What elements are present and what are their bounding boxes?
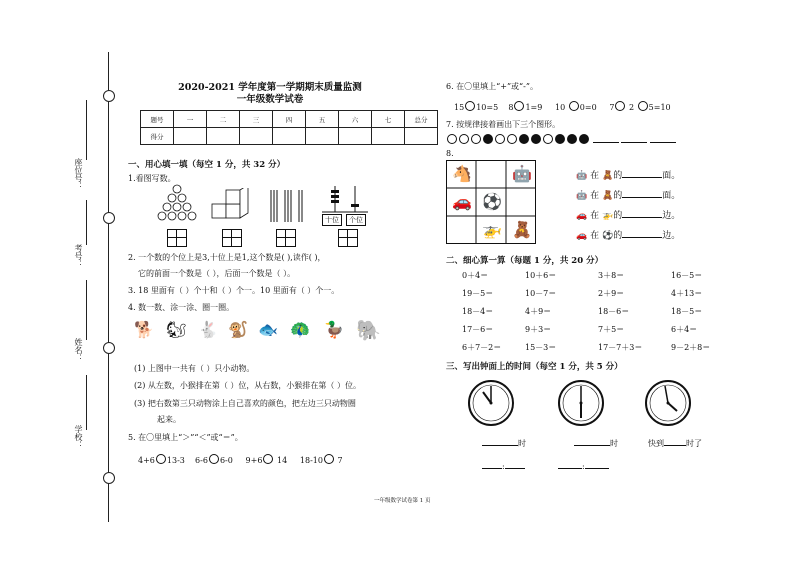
exam-no-label: 考号： <box>74 244 83 268</box>
calc-item: 0＋4＝ <box>462 271 489 280</box>
seat-field-line[interactable] <box>86 100 87 160</box>
robot-icon: 🤖 <box>576 171 588 181</box>
ball-icon: ⚽ <box>482 192 502 211</box>
score-header-cell: 三 <box>240 111 273 128</box>
section3-heading: 三、写出钟面上的时间（每空 1 分，共 5 分） <box>446 362 623 372</box>
q6-i: 5=10 <box>648 103 671 112</box>
calc-item: 17－7＋3＝ <box>598 343 643 352</box>
rocking-horse-icon: 🐴 <box>452 164 472 183</box>
q4-text: 4. 数一数、涂一涂、圈一圈。 <box>128 303 235 312</box>
stick-bundles-icon <box>265 186 307 226</box>
q8-zai: 在 <box>590 191 600 201</box>
helicopter-icon: 🚁 <box>482 220 502 239</box>
exam-subtitle: 一年级数学试卷 <box>236 94 304 105</box>
hollow-circle-icon <box>459 134 469 144</box>
calc-item: 18－4＝ <box>462 307 494 316</box>
q8-de: 的 <box>613 191 623 201</box>
teddy-bear-icon: 🧸 <box>601 171 614 181</box>
digital-blank[interactable] <box>585 468 609 469</box>
score-header-cell: 题号 <box>141 111 174 128</box>
elephant-icon: 🐘 <box>356 318 381 342</box>
abacus-tens-label: 十位 <box>322 214 342 226</box>
duck-icon: 🦆 <box>324 320 344 339</box>
compare-circle[interactable] <box>209 454 219 464</box>
q8-blank[interactable] <box>622 237 662 238</box>
calc-item: 6＋4＝ <box>671 325 698 334</box>
q8-de: 的 <box>613 231 623 241</box>
calc-item: 19－5＝ <box>462 289 494 298</box>
score-cell[interactable] <box>207 128 240 145</box>
squirrel-icon: 🐿 <box>166 320 187 339</box>
q5-right-4: 7 <box>337 456 343 465</box>
q4-3-cont: 起来。 <box>157 415 181 424</box>
clock-icon <box>466 378 516 428</box>
clock-blank[interactable] <box>574 445 610 446</box>
rabbit-icon: 🐇 <box>198 320 218 339</box>
calc-item: 10＋6＝ <box>525 271 557 280</box>
score-header-cell: 四 <box>273 111 306 128</box>
page-footer: 一年级数学试卷第 1 页 <box>374 498 431 504</box>
name-label: 姓名： <box>74 338 83 362</box>
score-header-cell: 六 <box>339 111 372 128</box>
score-table <box>140 110 438 145</box>
binding-margin <box>103 52 115 522</box>
clock-blank[interactable] <box>482 445 518 446</box>
binding-ring <box>103 342 115 354</box>
answer-grid[interactable] <box>276 229 296 247</box>
score-cell[interactable] <box>273 128 306 145</box>
calc-item: 15－3＝ <box>525 343 557 352</box>
exam-title: 2020-2021 学年度第一学期期末质量监测 <box>178 82 362 93</box>
q4-1-text: (1) 上图中一共有（ ）只小动物。 <box>134 364 255 373</box>
q6-items <box>454 101 671 112</box>
q8-blank[interactable] <box>622 197 662 198</box>
digital-answer-1: : <box>482 462 525 471</box>
car-icon: 🚗 <box>576 231 588 241</box>
binding-ring <box>103 90 115 102</box>
q5-right-2: 6-0 <box>219 456 233 465</box>
calc-item: 9－2＋8＝ <box>671 343 711 352</box>
clock-prefix: 快到 <box>648 439 664 448</box>
hollow-circle-icon <box>447 134 457 144</box>
clock-answer-2 <box>574 438 618 449</box>
peacock-icon: 🦚 <box>290 320 310 339</box>
school-label: 学校： <box>74 425 83 449</box>
operator-circle[interactable] <box>638 101 648 111</box>
q6-h: 2 <box>629 103 635 112</box>
fish-icon: 🐟 <box>258 320 278 339</box>
q8-row-3 <box>576 208 680 221</box>
calc-item: 18－6＝ <box>598 307 630 316</box>
score-cell[interactable] <box>174 128 207 145</box>
q6-b: 10=5 <box>476 103 499 112</box>
robot-icon: 🤖 <box>576 191 588 201</box>
q5-left-3: 9+6 <box>245 456 263 465</box>
clock-blank[interactable] <box>664 445 686 446</box>
q6-text: 6. 在〇里填上“+”或“-”。 <box>446 82 538 91</box>
q8-zai: 在 <box>590 231 600 241</box>
clock-answer-3 <box>648 438 702 449</box>
q5-left-2: 6-6 <box>195 456 208 465</box>
score-cell[interactable] <box>372 128 405 145</box>
calc-item: 4＋9＝ <box>525 307 552 316</box>
calc-item: 3＋8＝ <box>598 271 625 280</box>
q2-line2: 它的前面一个数是（ ），后面一个数是（ ）。 <box>138 269 296 278</box>
score-cell[interactable] <box>405 128 438 145</box>
operator-circle[interactable] <box>514 101 524 111</box>
q1-text: 1.看图写数。 <box>128 174 176 183</box>
q8-end: 边。 <box>662 231 681 241</box>
smiley-pyramid-icon <box>154 184 200 226</box>
q5-right-3: 14 <box>276 456 288 465</box>
q2-line1: 2. 一个数的个位上是3,十位上是1,这个数是( ),读作( )， <box>128 253 326 262</box>
q8-text: 8. <box>446 149 454 158</box>
answer-grid[interactable] <box>338 229 358 247</box>
car-icon: 🚗 <box>576 211 588 221</box>
exam-no-field-line[interactable] <box>86 200 87 245</box>
q6-g: 7 <box>609 103 615 112</box>
q8-end: 面。 <box>662 171 681 181</box>
filled-circle-icon <box>579 134 589 144</box>
teddy-bear-icon: 🧸 <box>601 191 614 201</box>
q5-items <box>138 454 343 465</box>
answer-grid[interactable] <box>222 229 242 247</box>
q4-3-text: (3) 把右数第三只动物涂上自己喜欢的颜色，把左边三只动物圈 <box>134 399 356 408</box>
digital-answer-2: : <box>558 462 609 471</box>
q6-f: 0=0 <box>579 103 597 112</box>
calc-item: 6＋7－2＝ <box>462 343 502 352</box>
q8-end: 面。 <box>662 191 681 201</box>
clock-icon <box>556 378 606 428</box>
helicopter-icon: 🚁 <box>601 211 614 221</box>
clock-unit: 时了 <box>686 439 702 448</box>
teddy-bear-icon: 🧸 <box>512 220 532 239</box>
score-header-cell: 五 <box>306 111 339 128</box>
q8-row-2 <box>576 188 680 201</box>
digital-blank[interactable] <box>505 468 525 469</box>
score-header-cell: 七 <box>372 111 405 128</box>
binding-ring <box>103 212 115 224</box>
calc-item: 17－6＝ <box>462 325 494 334</box>
hollow-circle-icon <box>471 134 481 144</box>
score-row-label: 得分 <box>141 128 174 145</box>
cubes-icon <box>208 188 254 226</box>
clock-unit: 时 <box>610 439 618 448</box>
score-cell[interactable] <box>339 128 372 145</box>
pattern-blank[interactable] <box>593 142 619 143</box>
answer-grid[interactable] <box>167 229 187 247</box>
hollow-circle-icon <box>495 134 505 144</box>
q6-e: 10 <box>555 103 566 112</box>
clock-unit: 时 <box>518 439 526 448</box>
calc-item: 2＋9＝ <box>598 289 625 298</box>
robot-icon: 🤖 <box>512 164 532 183</box>
q8-zai: 在 <box>590 211 600 221</box>
calc-item: 7＋5＝ <box>598 325 625 334</box>
pattern-blank[interactable] <box>621 142 647 143</box>
calc-item: 9＋3＝ <box>525 325 552 334</box>
q8-row-4 <box>576 228 680 241</box>
q6-c: 8 <box>508 103 514 112</box>
section2-heading: 二、细心算一算（每题 1 分，共 20 分） <box>446 256 604 266</box>
score-header-cell: 二 <box>207 111 240 128</box>
compare-circle[interactable] <box>324 454 334 464</box>
pattern-row <box>446 134 676 145</box>
binding-ring <box>103 472 115 484</box>
q8-blank[interactable] <box>622 217 662 218</box>
calc-item: 10－7＝ <box>525 289 557 298</box>
q8-zai: 在 <box>590 171 600 181</box>
clock-answer-1 <box>482 438 526 449</box>
q5-text: 5. 在〇里填上“＞”“＜”或“＝”。 <box>128 433 243 442</box>
q3-text: 3. 18 里面有（ ）个十和（ ）个一。10 里面有（ ）个一。 <box>128 286 340 295</box>
operator-circle[interactable] <box>615 101 625 111</box>
seat-label: 座位号： <box>74 158 83 190</box>
calc-item: 4＋13＝ <box>671 289 703 298</box>
score-header-cell: 一 <box>174 111 207 128</box>
operator-circle[interactable] <box>569 101 579 111</box>
q8-de: 的 <box>613 171 623 181</box>
q5-left-1: 4+6 <box>138 456 155 465</box>
hollow-circle-icon <box>543 134 553 144</box>
q8-end: 边。 <box>662 211 681 221</box>
q8-blank[interactable] <box>622 177 662 178</box>
pattern-blank[interactable] <box>650 142 676 143</box>
q8-row-1 <box>576 168 680 181</box>
section1-heading: 一、用心填一填（每空 1 分，共 32 分） <box>128 160 286 170</box>
monkey-icon: 🐒 <box>228 320 248 339</box>
score-header-cell: 总分 <box>405 111 438 128</box>
q7-text: 7. 按规律接着画出下三个图形。 <box>446 120 561 129</box>
q8-de: 的 <box>613 211 623 221</box>
operator-circle[interactable] <box>465 101 475 111</box>
clock-icon <box>643 378 693 428</box>
q5-left-4: 18-10 <box>299 456 323 465</box>
abacus-icon <box>320 184 370 214</box>
school-field-line[interactable] <box>86 375 87 430</box>
filled-circle-icon <box>531 134 541 144</box>
score-cell[interactable] <box>306 128 339 145</box>
filled-circle-icon <box>555 134 565 144</box>
q4-2-text: (2) 从左数，小猴排在第（ ）位，从右数，小猴排在第（ ）位。 <box>134 381 361 390</box>
filled-circle-icon <box>519 134 529 144</box>
ball-icon: ⚽ <box>601 231 614 241</box>
hollow-circle-icon <box>507 134 517 144</box>
dog-icon: 🐕 <box>134 320 154 339</box>
score-cell[interactable] <box>240 128 273 145</box>
filled-circle-icon <box>483 134 493 144</box>
abacus-ones-label: 个位 <box>346 214 366 226</box>
compare-circle[interactable] <box>156 454 166 464</box>
compare-circle[interactable] <box>263 454 273 464</box>
q5-right-1: 13-3 <box>166 456 185 465</box>
name-field-line[interactable] <box>86 280 87 340</box>
q6-d: 1=9 <box>525 103 543 112</box>
calc-item: 16－5＝ <box>671 271 703 280</box>
car-icon: 🚗 <box>452 192 472 211</box>
q6-a: 15 <box>454 103 465 112</box>
calc-item: 18－5＝ <box>671 307 703 316</box>
digital-blank[interactable] <box>558 468 582 469</box>
filled-circle-icon <box>567 134 577 144</box>
digital-blank[interactable] <box>482 468 502 469</box>
